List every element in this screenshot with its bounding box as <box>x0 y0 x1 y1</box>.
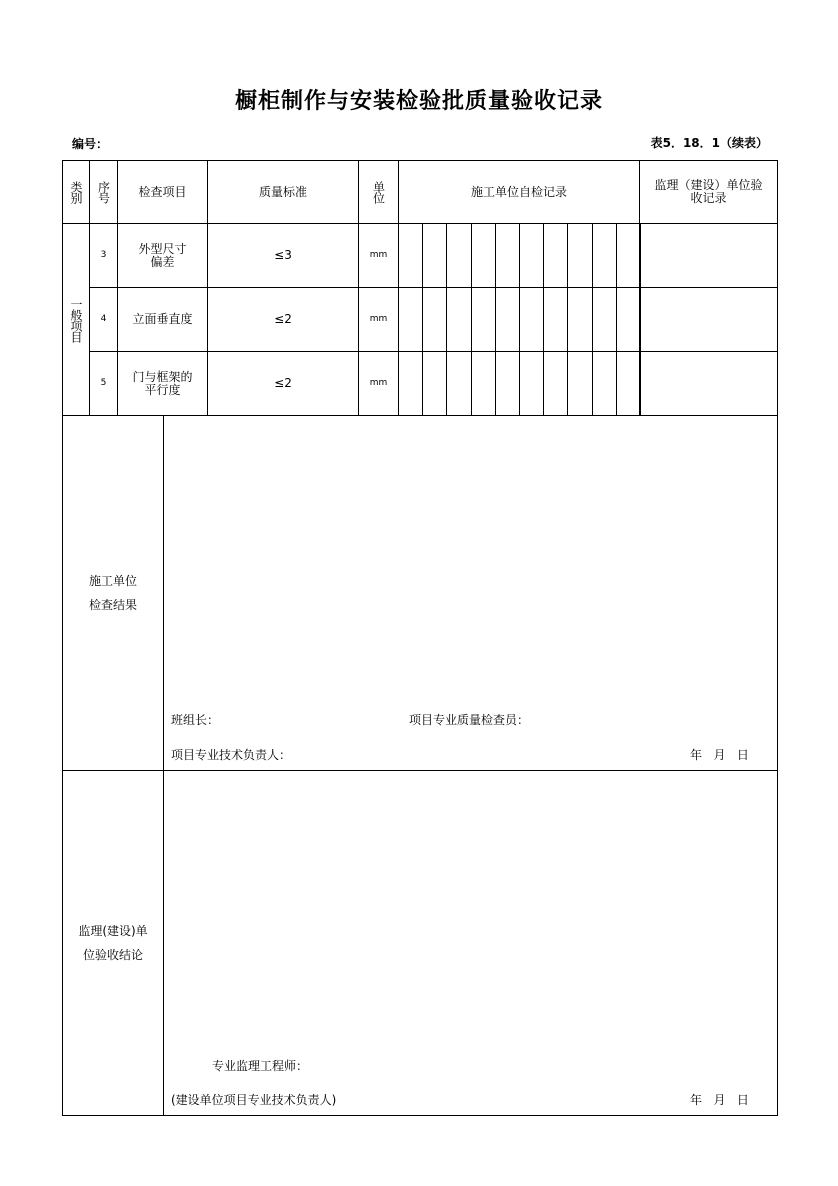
self-check-cell[interactable] <box>543 223 568 288</box>
supervision-section-label <box>62 770 164 1116</box>
self-check-cell[interactable] <box>495 287 520 352</box>
row-seq: 5 <box>89 351 118 416</box>
row-item: 门与框架的平行度 <box>117 351 208 416</box>
construction-date: 年 月 日 <box>690 748 749 762</box>
page-title: 橱柜制作与安装检验批质量验收记录 <box>234 89 603 114</box>
row-seq: 3 <box>89 223 118 288</box>
tech-lead-label: 项目专业技术负责人： <box>171 748 292 762</box>
self-check-cell[interactable] <box>592 287 617 352</box>
self-check-cell[interactable] <box>446 287 471 352</box>
owner-tech-lead-label: (建设单位项目专业技术负责人) <box>171 1093 337 1107</box>
self-check-cell[interactable] <box>616 287 641 352</box>
self-check-cell[interactable] <box>616 351 641 416</box>
header-self-check: 施工单位自检记录 <box>398 160 640 224</box>
supervision-label-line1: 监理(建设)单 <box>78 924 148 938</box>
team-leader-label: 班组长： <box>171 713 220 727</box>
category-general: 一般项目 <box>62 223 90 416</box>
self-check-cell[interactable] <box>446 351 471 416</box>
self-check-cell[interactable] <box>519 223 544 288</box>
self-check-cell[interactable] <box>519 351 544 416</box>
row-unit: mm <box>358 351 399 416</box>
self-check-cell[interactable] <box>422 223 447 288</box>
row-standard: ≤2 <box>207 351 359 416</box>
self-check-cell[interactable] <box>616 223 641 288</box>
header-supervision: 监理（建设）单位验收记录 <box>639 160 778 224</box>
supervision-record-cell[interactable] <box>639 287 778 352</box>
row-item: 立面垂直度 <box>117 287 208 352</box>
self-check-cell[interactable] <box>592 351 617 416</box>
row-unit: mm <box>358 223 399 288</box>
row-item: 外型尺寸偏差 <box>117 223 208 288</box>
self-check-cell[interactable] <box>543 287 568 352</box>
self-check-cell[interactable] <box>543 351 568 416</box>
self-check-cell[interactable] <box>398 223 423 288</box>
self-check-cell[interactable] <box>519 287 544 352</box>
self-check-cell[interactable] <box>398 351 423 416</box>
self-check-cell[interactable] <box>471 351 496 416</box>
self-check-cell[interactable] <box>471 287 496 352</box>
self-check-cell[interactable] <box>495 351 520 416</box>
self-check-cell[interactable] <box>422 287 447 352</box>
self-check-cell[interactable] <box>567 351 592 416</box>
self-check-cell[interactable] <box>422 351 447 416</box>
self-check-cell[interactable] <box>398 287 423 352</box>
row-seq: 4 <box>89 287 118 352</box>
quality-inspector-label: 项目专业质量检查员： <box>409 713 530 727</box>
header-seq: 序号 <box>89 160 118 224</box>
self-check-cell[interactable] <box>471 223 496 288</box>
row-unit: mm <box>358 287 399 352</box>
construction-label-line1: 施工单位 <box>88 574 137 588</box>
supervision-record-cell[interactable] <box>639 351 778 416</box>
self-check-cell[interactable] <box>567 287 592 352</box>
header-unit: 单位 <box>358 160 399 224</box>
self-check-cell[interactable] <box>592 223 617 288</box>
construction-label-line2: 检查结果 <box>88 598 137 612</box>
self-check-cell[interactable] <box>446 223 471 288</box>
header-standard: 质量标准 <box>207 160 359 224</box>
row-standard: ≤3 <box>207 223 359 288</box>
supervision-label-line2: 位验收结论 <box>82 948 143 962</box>
header-item: 检查项目 <box>117 160 208 224</box>
self-check-cell[interactable] <box>495 223 520 288</box>
supervision-date: 年 月 日 <box>690 1093 749 1107</box>
supervision-engineer-label: 专业监理工程师： <box>212 1059 309 1073</box>
supervision-record-cell[interactable] <box>639 223 778 288</box>
construction-section-label <box>62 415 164 771</box>
row-standard: ≤2 <box>207 287 359 352</box>
header-category: 类别 <box>62 160 90 224</box>
self-check-cell[interactable] <box>567 223 592 288</box>
table-ref: 表5．18．1（续表） <box>650 136 768 150</box>
number-label: 编号： <box>72 137 109 151</box>
